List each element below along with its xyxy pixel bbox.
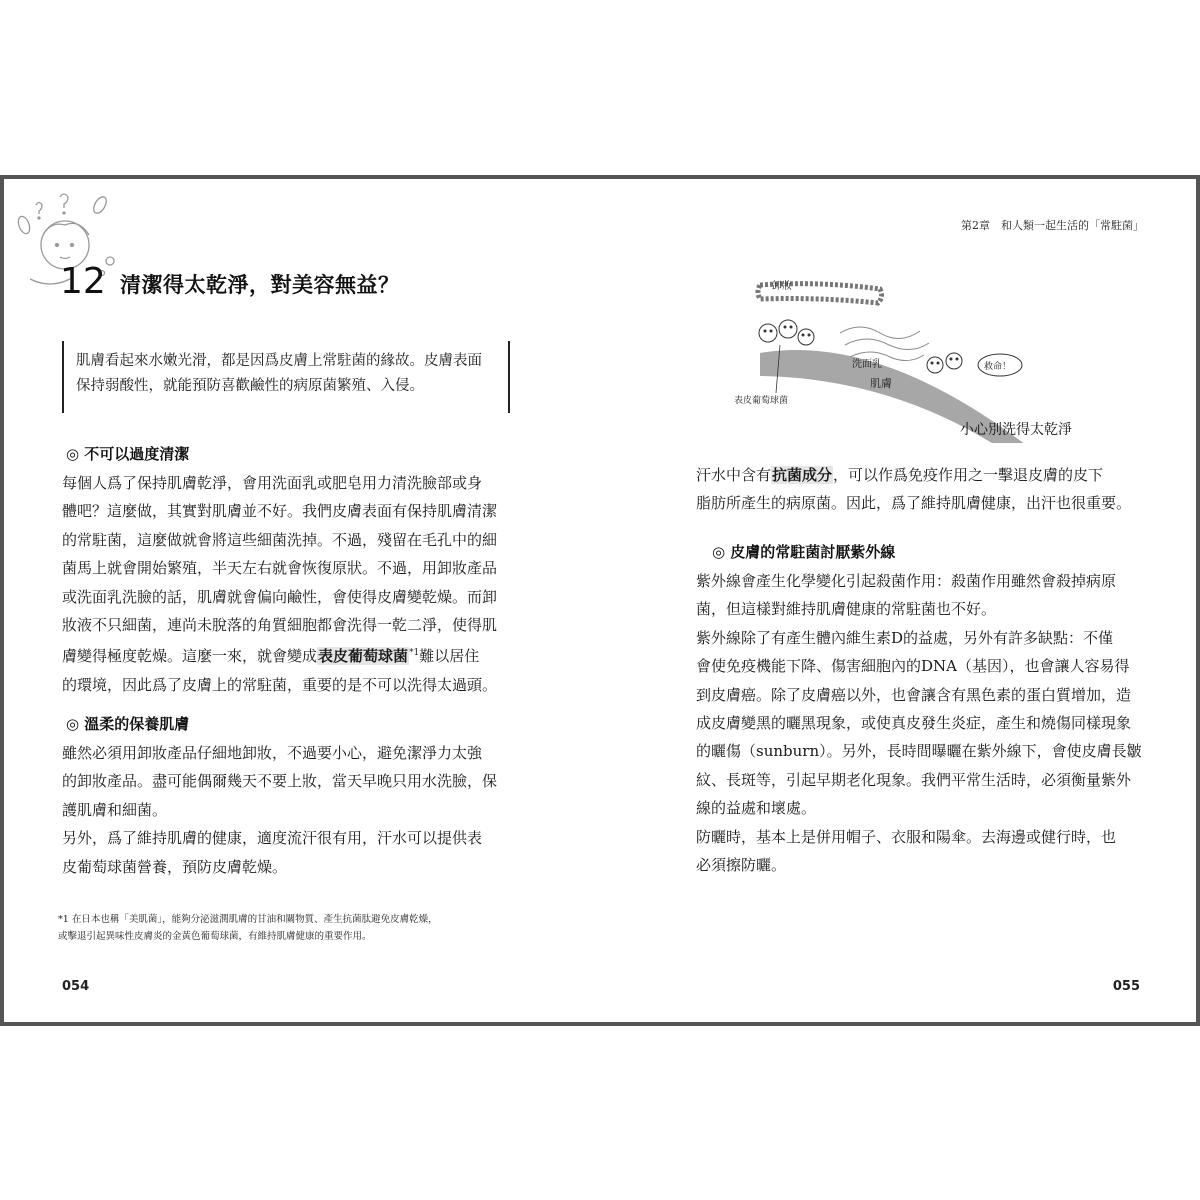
book-spread	[0, 175, 1200, 1026]
section-body-gentle-care: 雖然必須用卸妝產品仔細地卸妝，不過要小心，避免潔淨力太強 的卸妝產品。盡可能偶爾幾天不要上妝，當天早晚只用水洗臉，保 護肌膚和細菌。 另外，爲了維持肌膚的健康，適度流汗很有用，汗水可以提供表 皮葡萄球菌營養，預防皮膚乾燥。	[62, 744, 498, 876]
footnote-ref: *1	[409, 648, 420, 659]
left-page	[4, 179, 600, 1022]
summary-box	[62, 341, 510, 413]
highlight-term: 表皮葡萄球菌	[318, 647, 409, 666]
page-number-right: 055	[1112, 979, 1140, 994]
illus-label-makeup: 卸妝	[772, 281, 792, 292]
right-page	[600, 179, 1196, 1022]
illus-label-bacteria: 表皮葡萄球菌	[734, 396, 789, 406]
highlight-term: 抗菌成分	[772, 466, 833, 484]
running-head: 第2章 和人類一起生活的「常駐菌」	[961, 219, 1144, 232]
summary-text: 肌膚看起來水嫩光滑，都是因爲皮膚上常駐菌的緣故。皮膚表面 保持弱酸性，就能預防喜歡鹼性的病原菌繁殖、入侵。	[76, 353, 482, 394]
page-title: 清潔得太乾淨，對美容無益？	[120, 273, 400, 297]
illus-label-skin: 肌膚	[870, 377, 892, 390]
skin-cleansing-illustration	[720, 263, 1140, 443]
footnote: *1 在日本也稱「美肌菌」，能夠分泌滋潤肌膚的甘油和關物質、產生抗菌肽避免皮膚乾燥， 或擊退引起異味性皮膚炎的金黃色葡萄球菌，有維持肌膚健康的重要作用。	[58, 914, 438, 942]
page-number-left: 054	[62, 979, 90, 994]
section-heading-over-cleaning: ◎ 不可以過度清潔	[66, 445, 190, 463]
cleanser-swirl-icon	[840, 327, 929, 361]
body-text: 難以居住 的環境，因此爲了皮膚上的常駐菌，重要的是不可以洗得太過頭。	[62, 647, 498, 694]
section-heading-uv: ◎ 皮膚的常駐菌討厭紫外線	[712, 543, 896, 561]
illustration-caption: 小心別洗得太乾淨	[960, 422, 1072, 438]
sweat-paragraph	[696, 461, 1156, 518]
chapter-number: 12	[60, 261, 106, 302]
illus-label-cleanser: 洗面乳	[852, 359, 882, 370]
illus-speech-text: 救命！	[984, 362, 1012, 372]
body-text: ，可以作爲免疫作用之一擊退皮膚的皮下 脂肪所產生的病原菌。因此，爲了維持肌膚健康，出汗也很重要。	[696, 466, 1132, 513]
body-text: 汗水中含有	[696, 466, 772, 484]
body-text: 每個人爲了保持肌膚乾淨，會用洗面乳或肥皂用力清洗臉部或身 體吧？這麼做，其實對肌膚並不好。我們皮膚表面有保持肌膚清潔 的常駐菌，這麼做就會將這些細菌洗掉。不過，殘留在毛孔中的細 菌馬上就會開始繁殖，半天左右就會恢復原狀。不過，用卸妝產品 或洗面乳洗臉的話，肌膚就會偏向鹼性，會使得皮膚變乾燥。而卸 妝液不只細菌，連尚未脫落的角質細胞都會洗得一乾二淨，使得肌 膚變得極度乾燥。這麼一來，就會變成	[62, 474, 498, 666]
section-body-uv: 紫外線會產生化學變化引起殺菌作用：殺菌作用雖然會殺掉病原 菌，但這樣對維持肌膚健康的常駐菌也不好。 紫外線除了有產生體內維生素D的益處，另外有許多缺點：不僅 會使免疫機能下降、傷害細胞內的DNA（基因），也會讓人容易得 到皮膚癌。除了皮膚癌以外，也會讓含有黑色素的蛋白質增加，造 成皮膚變黑的曬黑現象，或使真皮發生炎症，產生和燒傷同樣現象 的曬傷（sunburn）。另外，長時間曝曬在紫外線下，會使皮膚長皺 紋、長斑等，引起早期老化現象。我們平常生活時，必須衡量紫外 線的益處和壞處。 防曬時，基本上是併用帽子、衣服和陽傘。去海邊或健行時，也 必須擦防曬。	[696, 572, 1142, 875]
section-body-over-cleaning	[62, 469, 532, 699]
section-heading-gentle-care: ◎ 溫柔的保養肌膚	[66, 715, 190, 733]
